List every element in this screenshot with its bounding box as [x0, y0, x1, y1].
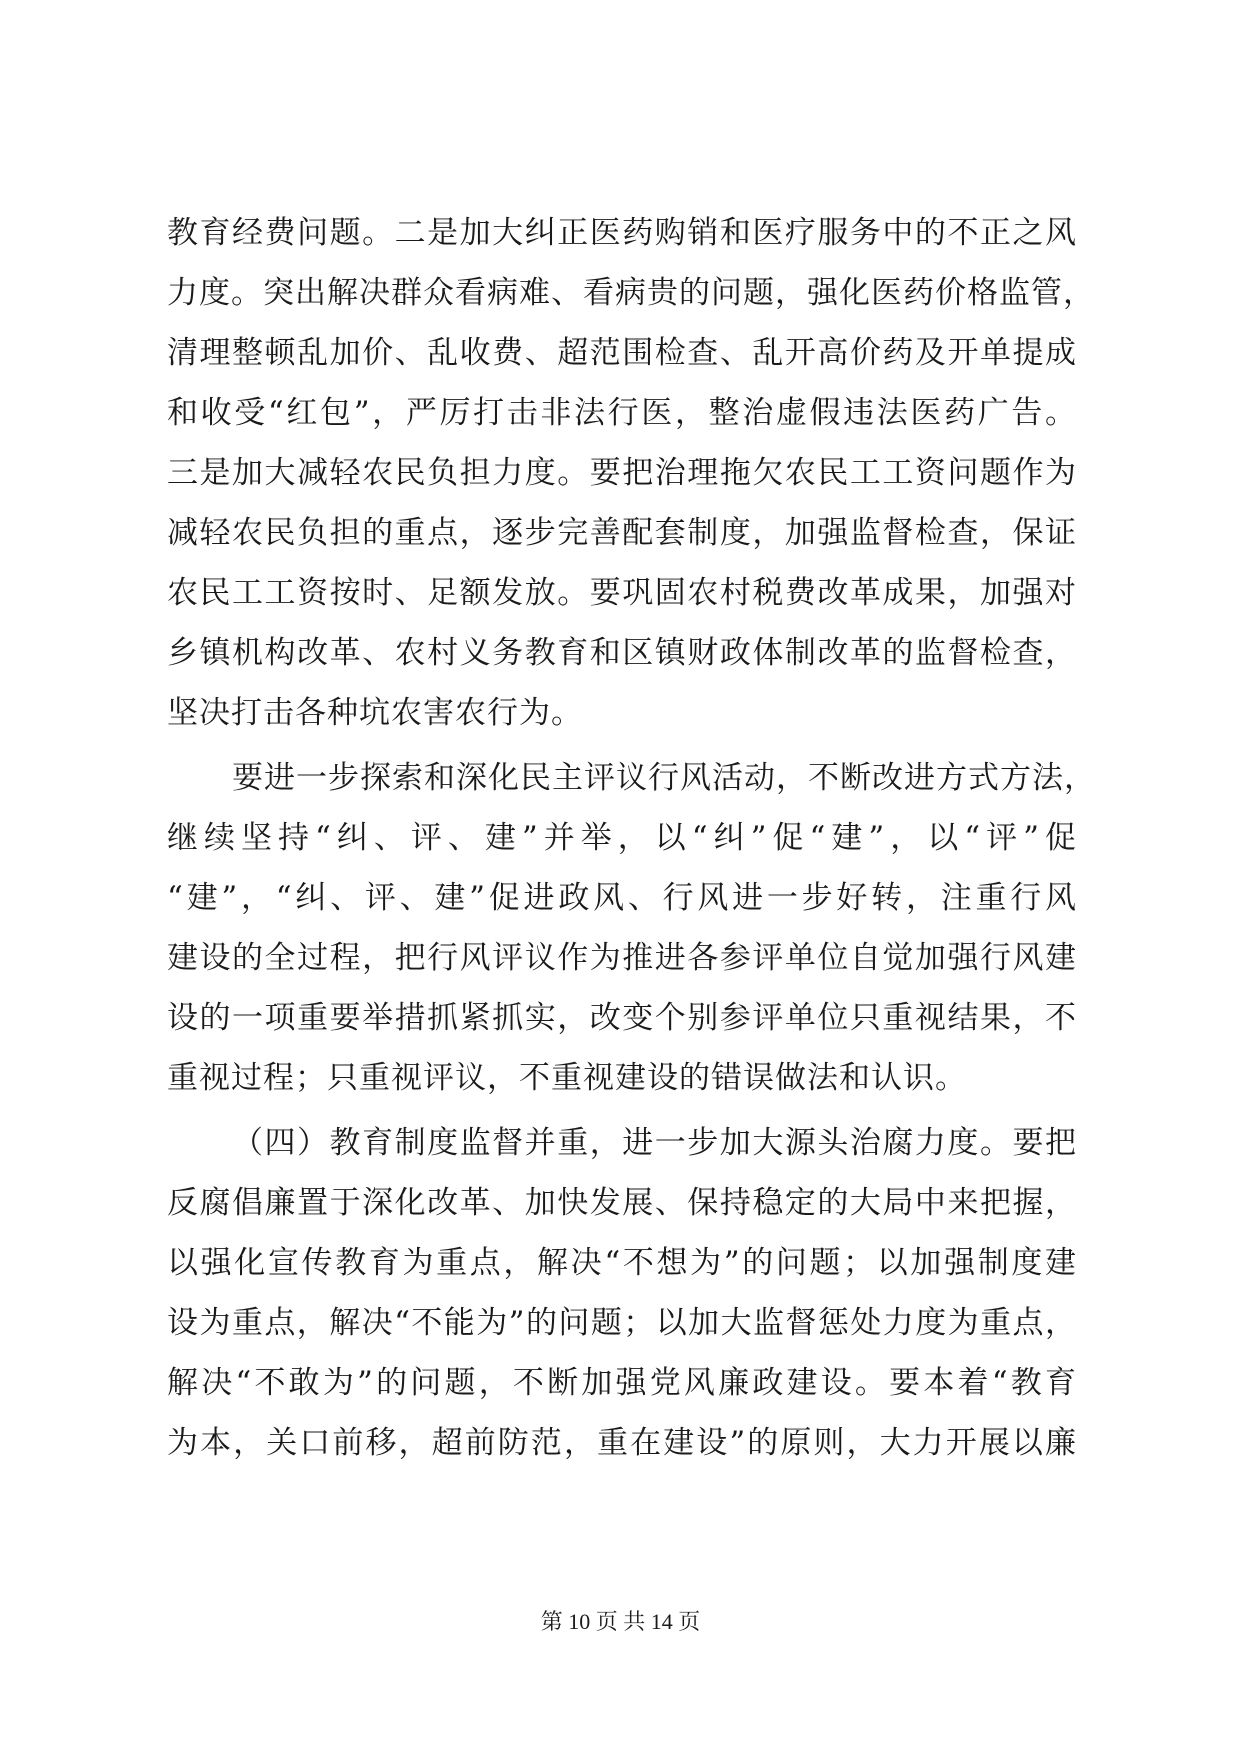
body-line-16: （四）教育制度监督并重，进一步加大源头治腐力度。要把 — [232, 1125, 1077, 1161]
body-line-10: 要进一步探索和深化民主评议行风活动，不断改进方式方法， — [232, 760, 1096, 796]
body-line-6: 减轻农民负担的重点，逐步完善配套制度，加强监督检查，保证 — [167, 515, 1077, 551]
body-line-19: 设为重点，解决“不能为”的问题；以加大监督惩处力度为重点， — [167, 1305, 1077, 1341]
body-line-21: 为本，关口前移，超前防范，重在建设”的原则，大力开展以廉 — [167, 1425, 1077, 1461]
body-line-7: 农民工工资按时、足额发放。要巩固农村税费改革成果，加强对 — [167, 575, 1077, 611]
body-line-13: 建设的全过程，把行风评议作为推进各参评单位自觉加强行风建 — [167, 940, 1077, 976]
body-line-11: 继续坚持“纠、评、建”并举，以“纠”促“建”，以“评”促 — [167, 820, 1077, 856]
body-line-5: 三是加大减轻农民负担力度。要把治理拖欠农民工工资问题作为 — [167, 455, 1077, 491]
body-line-20: 解决“不敢为”的问题，不断加强党风廉政建设。要本着“教育 — [167, 1365, 1077, 1401]
body-line-8: 乡镇机构改革、农村义务教育和区镇财政体制改革的监督检查， — [167, 635, 1077, 671]
body-line-9: 坚决打击各种坑农害农行为。 — [167, 695, 583, 731]
page-number-footer: 第 10 页 共 14 页 — [540, 1609, 701, 1634]
body-line-3: 清理整顿乱加价、乱收费、超范围检查、乱开高价药及开单提成 — [167, 335, 1077, 371]
body-line-2: 力度。突出解决群众看病难、看病贵的问题，强化医药价格监管， — [167, 275, 1095, 311]
body-line-12: “建”，“纠、评、建”促进政风、行风进一步好转，注重行风 — [167, 880, 1077, 916]
body-line-1: 教育经费问题。二是加大纠正医药购销和医疗服务中的不正之风 — [167, 215, 1077, 251]
body-line-14: 设的一项重要举措抓紧抓实，改变个别参评单位只重视结果，不 — [167, 1000, 1077, 1036]
body-line-17: 反腐倡廉置于深化改革、加快发展、保持稳定的大局中来把握， — [167, 1185, 1077, 1221]
body-line-4: 和收受“红包”，严厉打击非法行医，整治虚假违法医药广告。 — [167, 395, 1077, 431]
body-line-15: 重视过程；只重视评议，不重视建设的错误做法和认识。 — [167, 1060, 967, 1096]
body-line-18: 以强化宣传教育为重点，解决“不想为”的问题；以加强制度建 — [167, 1245, 1077, 1281]
